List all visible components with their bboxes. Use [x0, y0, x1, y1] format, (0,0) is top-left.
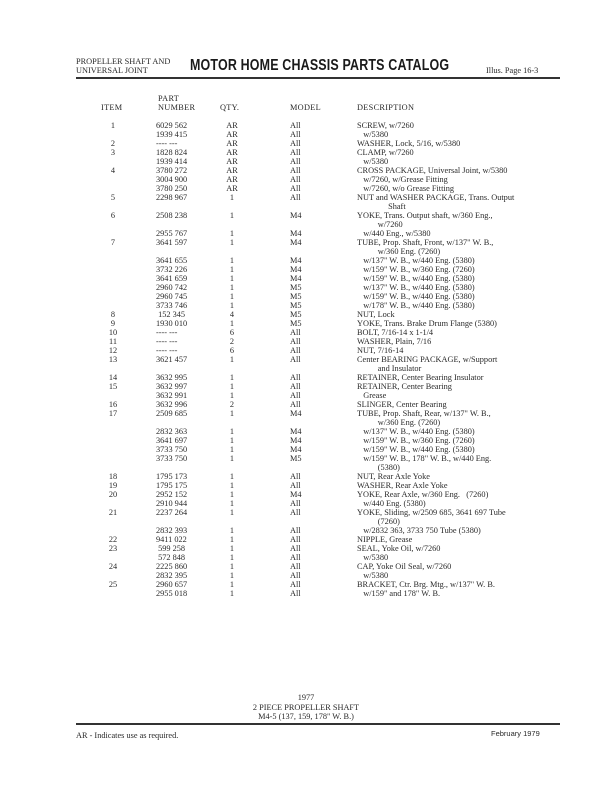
quantity: 1: [229, 490, 235, 499]
part-number: 3733 746: [156, 301, 188, 310]
model: M5: [290, 292, 302, 301]
quantity: 1: [229, 229, 235, 238]
model: All: [290, 508, 301, 517]
table-row: [0, 499, 612, 508]
table-row: [0, 175, 612, 184]
part-number: 2237 264: [156, 508, 188, 517]
part-number: 599 258: [156, 544, 186, 553]
table-row: [0, 337, 612, 346]
table-row: [0, 319, 612, 328]
table-row: [0, 481, 612, 490]
table-row: [0, 553, 612, 562]
quantity: 1: [229, 526, 235, 535]
description-line: WASHER, Rear Axle Yoke: [357, 481, 448, 490]
part-number: ---- ---: [156, 337, 178, 346]
item-number: 7: [110, 238, 116, 247]
description-line: Grease: [357, 391, 387, 400]
quantity: 1: [229, 571, 235, 580]
model: All: [290, 175, 301, 184]
quantity: 1: [229, 319, 235, 328]
part-number: 1795 175: [156, 481, 188, 490]
table-row: [0, 328, 612, 337]
table-row: [0, 265, 612, 274]
part-number: 3780 250: [156, 184, 188, 193]
model: All: [290, 526, 301, 535]
model: All: [290, 355, 301, 364]
description-line: w/440 Eng., w/5380: [357, 229, 431, 238]
col-item: ITEM: [101, 103, 123, 112]
description-line: w/5380: [357, 571, 389, 580]
model: All: [290, 400, 301, 409]
part-number: 3632 991: [156, 391, 188, 400]
part-number: 1828 824: [156, 148, 188, 157]
description-line: TUBE, Prop. Shaft, Rear, w/137" W. B.,: [357, 409, 491, 418]
part-number: 3632 995: [156, 373, 188, 382]
table-row: [0, 130, 612, 139]
model: M4: [290, 427, 302, 436]
item-number: 23: [108, 544, 118, 553]
description-line: w/159" W. B., w/440 Eng. (5380): [357, 274, 475, 283]
quantity: 1: [229, 211, 235, 220]
quantity: 1: [229, 265, 235, 274]
description-line: NUT, Rear Axle Yoke: [357, 472, 430, 481]
model: M5: [290, 301, 302, 310]
description-line: CROSS PACKAGE, Universal Joint, w/5380: [357, 166, 508, 175]
description-line: SLINGER, Center Bearing: [357, 400, 447, 409]
table-row: [0, 427, 612, 436]
part-number: ---- ---: [156, 328, 178, 337]
description-line: NUT, 7/16-14: [357, 346, 404, 355]
part-number: 2508 238: [156, 211, 188, 220]
table-row: [0, 301, 612, 310]
description-line: NIPPLE, Grease: [357, 535, 413, 544]
model: All: [290, 391, 301, 400]
model: M5: [290, 454, 302, 463]
model: All: [290, 382, 301, 391]
item-number: 14: [108, 373, 118, 382]
model: All: [290, 481, 301, 490]
quantity: AR: [226, 175, 238, 184]
quantity: 1: [229, 256, 235, 265]
model: All: [290, 130, 301, 139]
table-row: [0, 373, 612, 382]
parts-table: [0, 121, 612, 598]
model: All: [290, 472, 301, 481]
part-number: 2960 745: [156, 292, 188, 301]
description-line: w/159" W. B., 178" W. B., w/440 Eng.: [357, 454, 492, 463]
footnote: AR - Indicates use as required.: [76, 731, 179, 740]
description-line: w/7260, w/Grease Fitting: [357, 175, 448, 184]
description-line: w/159" W. B., w/440 Eng. (5380): [357, 292, 475, 301]
caption-models: M4-5 (137, 159, 178" W. B.): [258, 712, 354, 721]
item-number: 16: [108, 400, 118, 409]
part-number: 3732 226: [156, 265, 188, 274]
table-row: [0, 391, 612, 400]
table-row: [0, 544, 612, 553]
catalog-title: MOTOR HOME CHASSIS PARTS CATALOG: [190, 57, 450, 74]
col-model: MODEL: [290, 103, 321, 112]
part-number: 2298 967: [156, 193, 188, 202]
item-number: 2: [110, 139, 116, 148]
section-title: [76, 57, 170, 75]
model: All: [290, 562, 301, 571]
quantity: 1: [229, 481, 235, 490]
quantity: 1: [229, 382, 235, 391]
description-line: w/5380: [357, 157, 389, 166]
footer-rule: [76, 723, 560, 725]
description-line: w/137" W. B., w/440 Eng. (5380): [357, 256, 475, 265]
model: All: [290, 499, 301, 508]
part-number: 3641 655: [156, 256, 188, 265]
table-row: [0, 526, 612, 535]
model: All: [290, 580, 301, 589]
part-number: 3641 597: [156, 238, 188, 247]
description-line: w/137" W. B., w/440 Eng. (5380): [357, 283, 475, 292]
model: M5: [290, 283, 302, 292]
description-line: SCREW, w/7260: [357, 121, 414, 130]
table-row: [0, 229, 612, 238]
quantity: 1: [229, 193, 235, 202]
model: All: [290, 328, 301, 337]
description-line: WASHER, Plain, 7/16: [357, 337, 432, 346]
item-number: 3: [110, 148, 116, 157]
model: All: [290, 139, 301, 148]
quantity: 1: [229, 274, 235, 283]
table-row: [0, 292, 612, 301]
model: M4: [290, 256, 302, 265]
part-number: 3641 659: [156, 274, 188, 283]
section-line-1: PROPELLER SHAFT AND: [76, 57, 171, 66]
item-number: 25: [108, 580, 118, 589]
model: All: [290, 184, 301, 193]
quantity: 1: [229, 508, 235, 517]
description-line: CAP, Yoke Oil Seal, w/7260: [357, 562, 452, 571]
table-row: [0, 238, 612, 256]
table-row: [0, 121, 612, 130]
description-line: (5380): [357, 463, 400, 472]
part-number: 2960 742: [156, 283, 188, 292]
part-number: 6029 562: [156, 121, 188, 130]
item-number: 15: [108, 382, 118, 391]
model: M4: [290, 409, 302, 418]
table-row: [0, 454, 612, 472]
model: M4: [290, 445, 302, 454]
description-line: and Insulator: [357, 364, 422, 373]
description-line: w/360 Eng. (7260): [357, 418, 441, 427]
section-line-2: UNIVERSAL JOINT: [76, 66, 148, 75]
description-line: w/360 Eng. (7260): [357, 247, 441, 256]
description-line: w/159" W. B., w/440 Eng. (5380): [357, 445, 475, 454]
part-number: 1930 010: [156, 319, 188, 328]
table-row: [0, 346, 612, 355]
model: M4: [290, 265, 302, 274]
quantity: 2: [229, 400, 235, 409]
quantity: 6: [229, 346, 235, 355]
description-line: w/440 Eng. (5380): [357, 499, 426, 508]
item-number: 13: [108, 355, 118, 364]
quantity: 1: [229, 427, 235, 436]
quantity: 1: [229, 544, 235, 553]
part-number: 3004 900: [156, 175, 188, 184]
item-number: 12: [108, 346, 118, 355]
model: All: [290, 535, 301, 544]
item-number: 4: [110, 166, 116, 175]
table-row: [0, 589, 612, 598]
description-line: (7260): [357, 517, 400, 526]
description-line: w/7260, w/o Grease Fitting: [357, 184, 455, 193]
item-number: 1: [110, 121, 116, 130]
model: M4: [290, 211, 302, 220]
table-row: [0, 445, 612, 454]
quantity: 1: [229, 409, 235, 418]
description-line: TUBE, Prop. Shaft, Front, w/137" W. B.,: [357, 238, 494, 247]
quantity: 1: [229, 553, 235, 562]
item-number: 9: [110, 319, 116, 328]
table-row: [0, 256, 612, 265]
description-line: RETAINER, Center Bearing: [357, 382, 452, 391]
description-line: w/159" and 178" W. B.: [357, 589, 441, 598]
quantity: 1: [229, 589, 235, 598]
item-number: 19: [108, 481, 118, 490]
description-line: WASHER, Lock, 5/16, w/5380: [357, 139, 461, 148]
item-number: 21: [108, 508, 118, 517]
part-number: 2955 018: [156, 589, 188, 598]
model: M4: [290, 274, 302, 283]
table-row: [0, 436, 612, 445]
col-qty: QTY.: [220, 103, 240, 112]
model: All: [290, 337, 301, 346]
part-number: 3780 272: [156, 166, 188, 175]
description-line: NUT, Lock: [357, 310, 395, 319]
quantity: 1: [229, 562, 235, 571]
col-part-number: [158, 94, 195, 112]
quantity: AR: [226, 121, 238, 130]
part-number: 2832 395: [156, 571, 188, 580]
col-description: DESCRIPTION: [357, 103, 415, 112]
model: All: [290, 553, 301, 562]
description-line: w/7260: [357, 220, 403, 229]
table-row: [0, 211, 612, 229]
part-number: 1939 415: [156, 130, 188, 139]
part-number: 2225 860: [156, 562, 188, 571]
description-line: Center BEARING PACKAGE, w/Support: [357, 355, 498, 364]
description-line: NUT and WASHER PACKAGE, Trans. Output: [357, 193, 515, 202]
model: All: [290, 373, 301, 382]
model: All: [290, 544, 301, 553]
quantity: AR: [226, 130, 238, 139]
description-line: w/159" W. B., w/360 Eng. (7260): [357, 265, 475, 274]
quantity: 1: [229, 283, 235, 292]
table-row: [0, 310, 612, 319]
table-row: [0, 400, 612, 409]
quantity: 1: [229, 301, 235, 310]
table-row: [0, 508, 612, 526]
part-number: 572 848: [156, 553, 186, 562]
part-number: 3632 996: [156, 400, 188, 409]
col-part-line1: PART: [158, 94, 180, 103]
model: All: [290, 571, 301, 580]
table-row: [0, 562, 612, 571]
table-row: [0, 157, 612, 166]
part-number: 2952 152: [156, 490, 188, 499]
part-number: 2955 767: [156, 229, 188, 238]
caption-title: 2 PIECE PROPELLER SHAFT: [252, 702, 360, 712]
item-number: 11: [109, 337, 117, 346]
model: All: [290, 121, 301, 130]
table-row: [0, 571, 612, 580]
table-row: [0, 580, 612, 589]
caption-year: 1977: [297, 693, 315, 702]
item-number: 20: [108, 490, 118, 499]
table-row: [0, 184, 612, 193]
quantity: 1: [229, 373, 235, 382]
quantity: 6: [229, 328, 235, 337]
item-number: 6: [110, 211, 116, 220]
model: M4: [290, 229, 302, 238]
item-number: 8: [110, 310, 116, 319]
table-row: [0, 283, 612, 292]
part-number: 2910 944: [156, 499, 188, 508]
description-line: w/5380: [357, 553, 389, 562]
quantity: AR: [226, 184, 238, 193]
description-line: CLAMP, w/7260: [357, 148, 414, 157]
quantity: AR: [226, 157, 238, 166]
table-row: [0, 148, 612, 157]
table-row: [0, 355, 612, 373]
quantity: 1: [229, 355, 235, 364]
model: All: [290, 166, 301, 175]
model: All: [290, 589, 301, 598]
table-row: [0, 535, 612, 544]
quantity: 1: [229, 436, 235, 445]
item-number: 18: [108, 472, 118, 481]
model: M4: [290, 436, 302, 445]
model: M5: [290, 319, 302, 328]
item-number: 17: [108, 409, 118, 418]
illustration-caption: [0, 693, 612, 722]
quantity: 1: [229, 292, 235, 301]
part-number: 2960 657: [156, 580, 188, 589]
illustration-page-ref: Illus. Page 16-3: [486, 66, 539, 75]
description-line: BRACKET, Ctr. Brg. Mtg., w/137" W. B.: [357, 580, 495, 589]
table-row: [0, 472, 612, 481]
table-row: [0, 490, 612, 499]
header-rule: [76, 77, 560, 79]
part-number: 1795 173: [156, 472, 188, 481]
part-number: ---- ---: [156, 139, 178, 148]
model: M4: [290, 238, 302, 247]
quantity: 1: [229, 472, 235, 481]
item-number: 5: [110, 193, 116, 202]
description-line: Shaft: [357, 202, 406, 211]
model: All: [290, 346, 301, 355]
part-number: 3733 750: [156, 454, 188, 463]
item-number: 22: [108, 535, 118, 544]
item-number: 10: [108, 328, 118, 337]
quantity: 1: [229, 454, 235, 463]
table-row: [0, 382, 612, 391]
part-number: 2832 363: [156, 427, 188, 436]
table-row: [0, 139, 612, 148]
part-number: 3632 997: [156, 382, 188, 391]
col-part-line2: NUMBER: [158, 103, 196, 112]
model: All: [290, 193, 301, 202]
quantity: 1: [229, 445, 235, 454]
quantity: 2: [229, 337, 235, 346]
quantity: AR: [226, 148, 238, 157]
item-number: 24: [108, 562, 118, 571]
description-line: w/178" W. B., w/440 Eng. (5380): [357, 301, 475, 310]
part-number: 3641 697: [156, 436, 188, 445]
table-row: [0, 193, 612, 211]
quantity: AR: [226, 166, 238, 175]
part-number: 3621 457: [156, 355, 188, 364]
part-number: 1939 414: [156, 157, 188, 166]
quantity: 1: [229, 580, 235, 589]
quantity: 1: [229, 238, 235, 247]
description-line: YOKE, Trans. Brake Drum Flange (5380): [357, 319, 497, 328]
description-line: w/5380: [357, 130, 389, 139]
description-line: RETAINER, Center Bearing Insulator: [357, 373, 484, 382]
description-line: SEAL, Yoke Oil, w/7260: [357, 544, 441, 553]
description-line: YOKE, Rear Axle, w/360 Eng. (7260): [357, 490, 489, 499]
part-number: ---- ---: [156, 346, 178, 355]
part-number: 152 345: [156, 310, 186, 319]
model: M5: [290, 310, 302, 319]
revision-date: February 1979: [491, 729, 540, 738]
part-number: 2832 393: [156, 526, 188, 535]
description-line: w/2832 363, 3733 750 Tube (5380): [357, 526, 481, 535]
part-number: 2509 685: [156, 409, 188, 418]
description-line: BOLT, 7/16-14 x 1-1/4: [357, 328, 434, 337]
table-row: [0, 274, 612, 283]
quantity: AR: [226, 139, 238, 148]
table-row: [0, 409, 612, 427]
model: M4: [290, 490, 302, 499]
description-line: YOKE, Trans. Output shaft, w/360 Eng.,: [357, 211, 493, 220]
part-number: 9411 022: [156, 535, 187, 544]
quantity: 1: [229, 535, 235, 544]
table-row: [0, 166, 612, 175]
description-line: w/137" W. B., w/440 Eng. (5380): [357, 427, 475, 436]
part-number: 3733 750: [156, 445, 188, 454]
description-line: YOKE, Sliding, w/2509 685, 3641 697 Tube: [357, 508, 506, 517]
quantity: 4: [229, 310, 235, 319]
description-line: w/159" W. B., w/360 Eng. (7260): [357, 436, 475, 445]
model: All: [290, 148, 301, 157]
model: All: [290, 157, 301, 166]
quantity: 1: [229, 499, 235, 508]
quantity: 1: [229, 391, 235, 400]
